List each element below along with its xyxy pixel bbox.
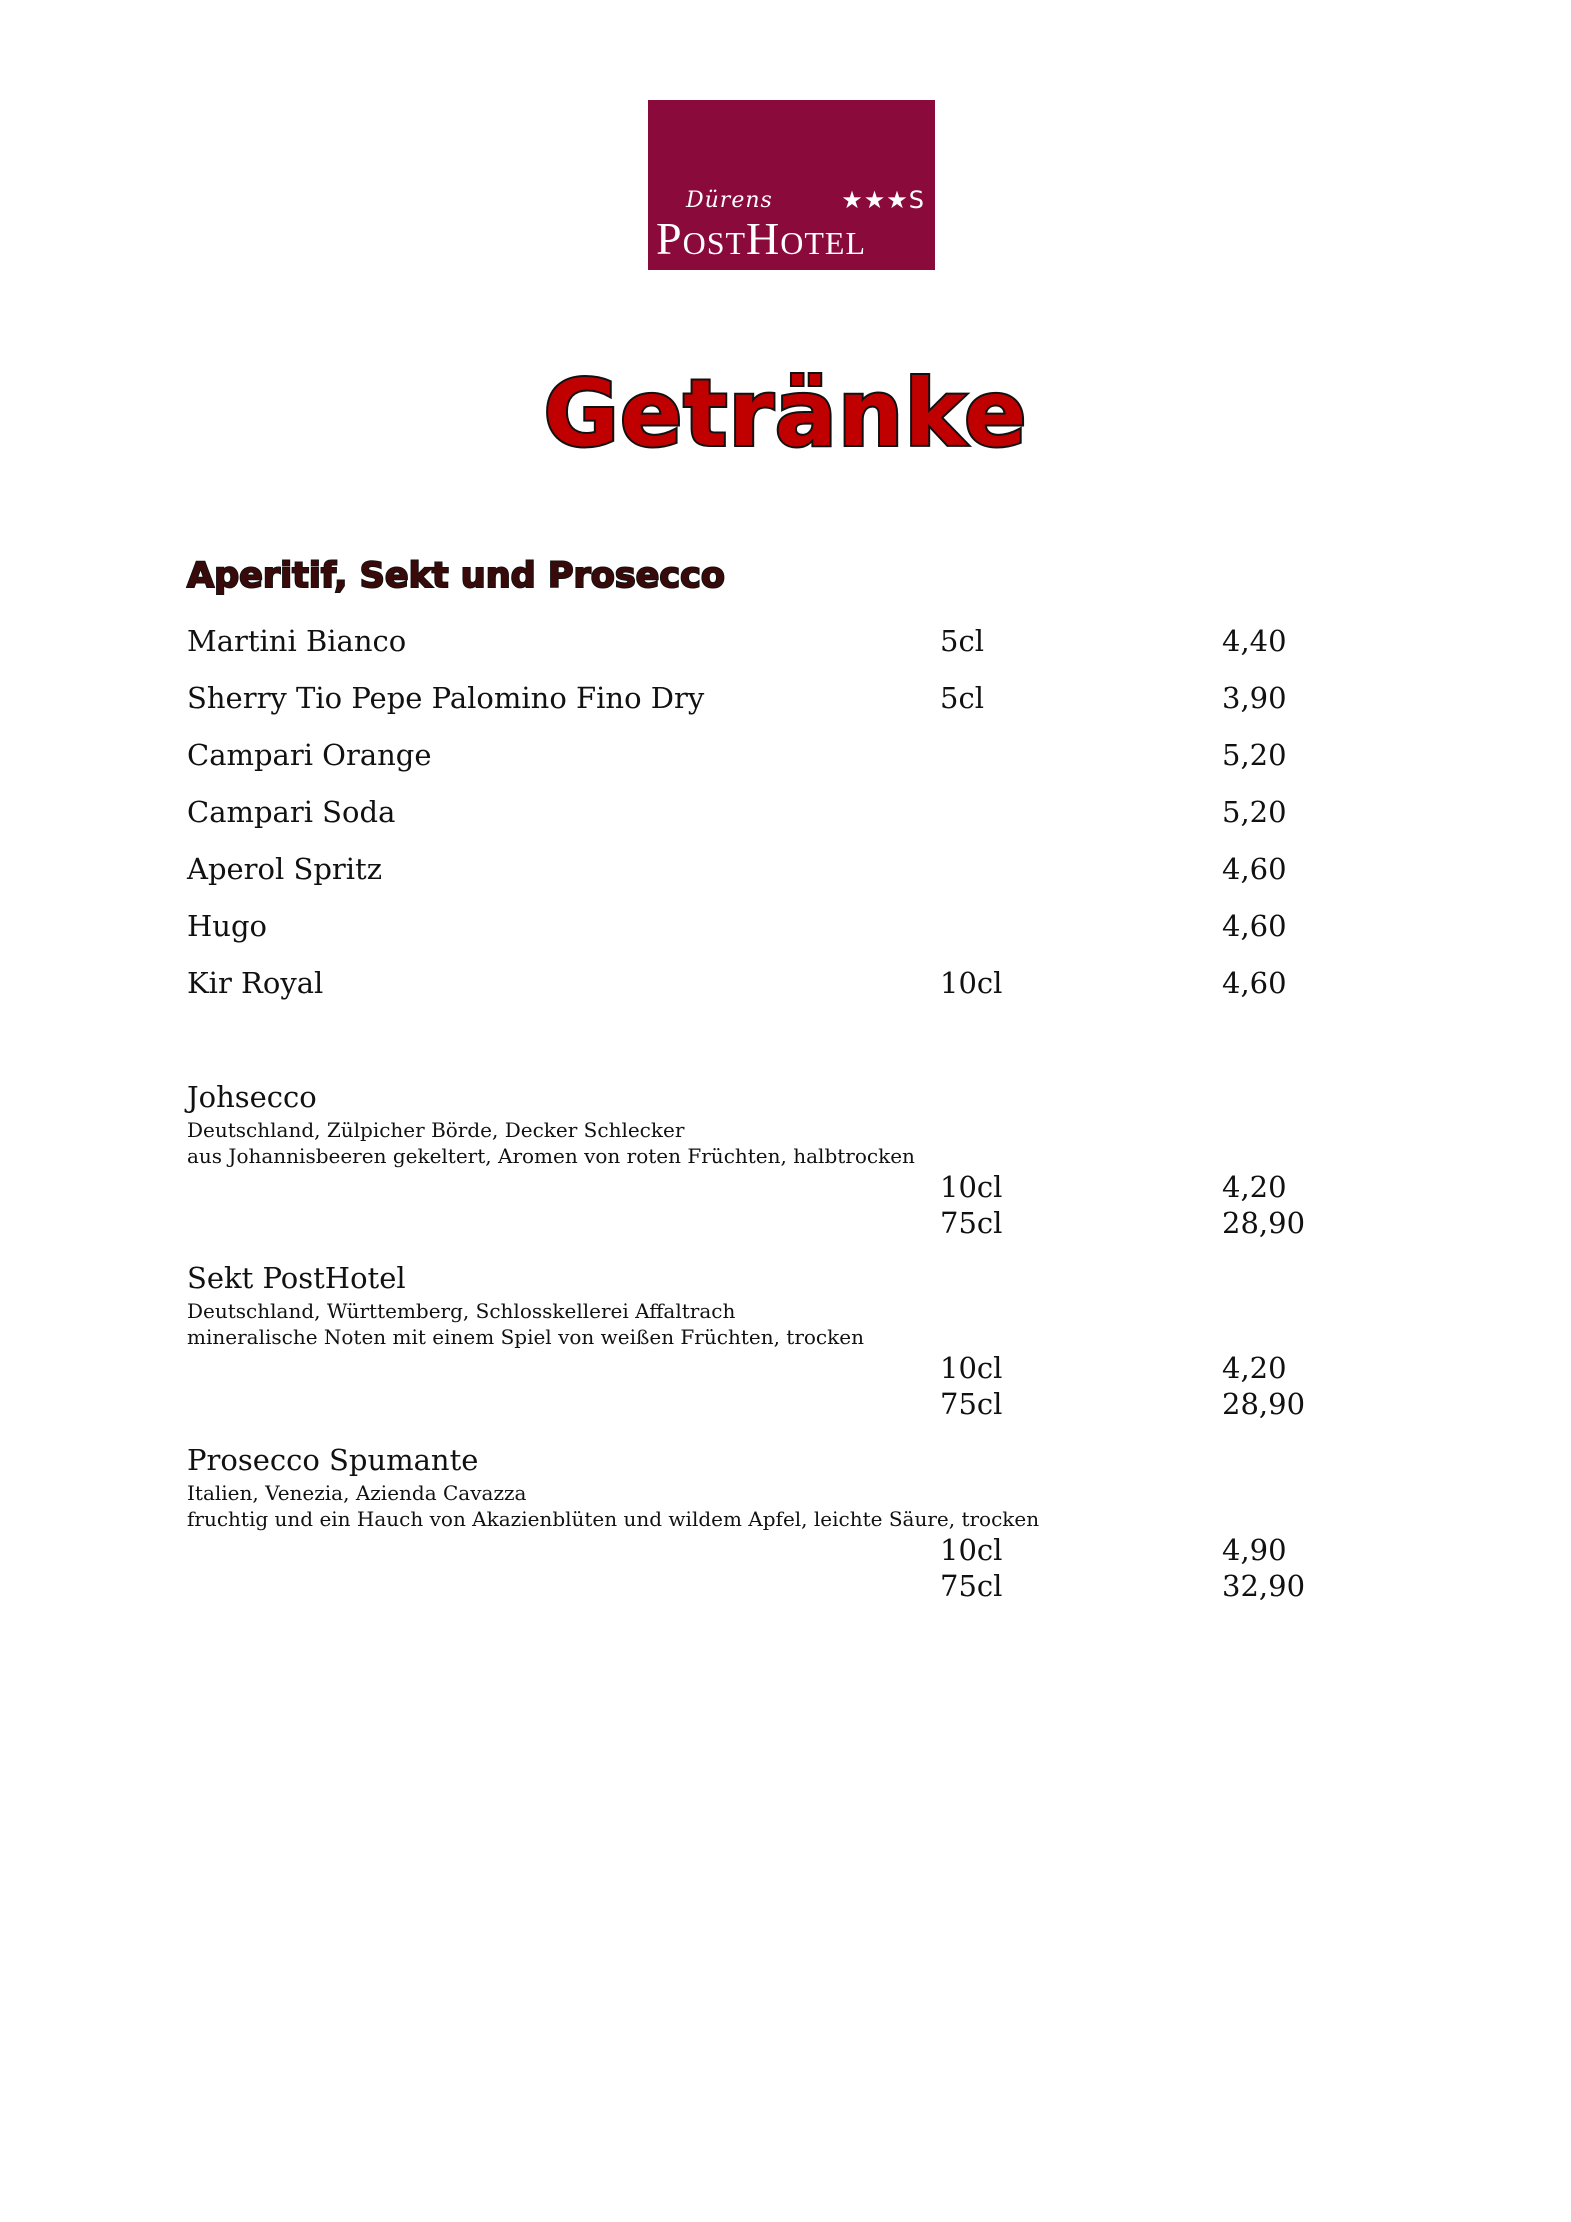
item-price: 5,20 <box>1222 738 1287 772</box>
item-price: 28,90 <box>1222 1387 1306 1421</box>
item-origin: Italien, Venezia, Azienda Cavazza <box>187 1481 527 1505</box>
item-volume: 5cl <box>940 624 984 658</box>
item-name: Martini Bianco <box>187 624 407 658</box>
section-heading: Aperitif, Sekt und Prosecco <box>187 556 725 596</box>
item-notes: fruchtig und ein Hauch von Akazienblüten und wildem Apfel, leichte Säure, trocken <box>187 1507 1040 1531</box>
item-price: 4,60 <box>1222 966 1287 1000</box>
item-volume: 10cl <box>940 1533 1003 1567</box>
item-name: Aperol Spritz <box>187 852 382 886</box>
item-name: Johsecco <box>187 1080 317 1114</box>
item-price: 32,90 <box>1222 1569 1306 1603</box>
item-price: 4,90 <box>1222 1533 1287 1567</box>
item-volume: 75cl <box>940 1387 1003 1421</box>
item-name: Sekt PostHotel <box>187 1261 406 1295</box>
item-notes: aus Johannisbeeren gekeltert, Aromen von roten Früchten, halbtrocken <box>187 1144 915 1168</box>
item-price: 28,90 <box>1222 1206 1306 1240</box>
item-name: Kir Royal <box>187 966 324 1000</box>
logo-main-text: PostHotel <box>656 213 867 264</box>
item-price: 3,90 <box>1222 681 1287 715</box>
item-volume: 75cl <box>940 1206 1003 1240</box>
logo-small-text: Dürens <box>686 188 773 213</box>
item-name: Sherry Tio Pepe Palomino Fino Dry <box>187 681 705 715</box>
item-price: 4,20 <box>1222 1170 1287 1204</box>
item-volume: 10cl <box>940 1351 1003 1385</box>
item-volume: 10cl <box>940 966 1003 1000</box>
item-price: 4,20 <box>1222 1351 1287 1385</box>
item-name: Prosecco Spumante <box>187 1443 479 1477</box>
item-name: Campari Orange <box>187 738 432 772</box>
item-origin: Deutschland, Württemberg, Schlosskellerei Affaltrach <box>187 1299 736 1323</box>
item-name: Campari Soda <box>187 795 396 829</box>
item-price: 4,40 <box>1222 624 1287 658</box>
page-title: Getränke <box>543 360 1028 467</box>
item-price: 5,20 <box>1222 795 1287 829</box>
item-name: Hugo <box>187 909 267 943</box>
item-price: 4,60 <box>1222 909 1287 943</box>
item-price: 4,60 <box>1222 852 1287 886</box>
item-volume: 10cl <box>940 1170 1003 1204</box>
item-notes: mineralische Noten mit einem Spiel von weißen Früchten, trocken <box>187 1325 864 1349</box>
hotel-logo <box>648 100 935 270</box>
logo-stars: ★★★S <box>841 186 925 214</box>
item-volume: 75cl <box>940 1569 1003 1603</box>
item-origin: Deutschland, Zülpicher Börde, Decker Schlecker <box>187 1118 685 1142</box>
item-volume: 5cl <box>940 681 984 715</box>
